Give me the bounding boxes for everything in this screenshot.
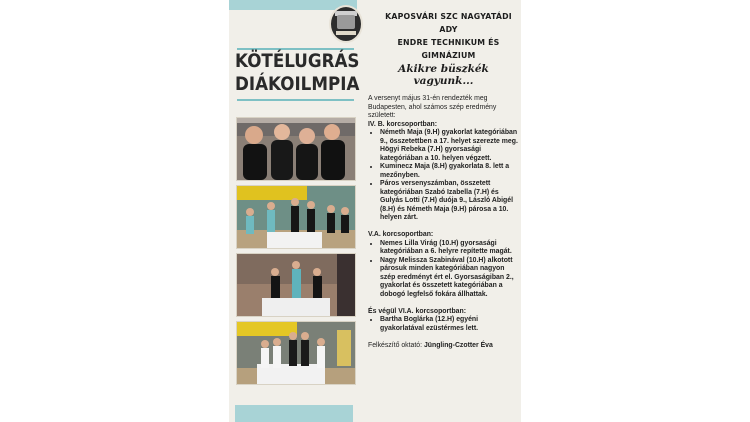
photo-podium-1: [236, 185, 356, 249]
results-list-v-a: [368, 240, 518, 300]
school-name: [376, 10, 521, 62]
subtitle: Akikre büszkék vagyunk...: [398, 63, 489, 87]
list-item: • Nemes Lilla Virág (10.H) gyorsasági kategóriában a 6. helyre repítette magát.: [380, 240, 518, 257]
school-name-line1: KAPOSVÁRI SZC NAGYATÁDI ADY: [385, 12, 512, 34]
section-heading-vi-a: És végül VI.A. korcsoportban:: [368, 307, 467, 315]
intro-paragraph: A versenyt május 31-én rendezték meg Budapesten, ahol számos szép eredmény született:: [368, 95, 497, 119]
title-line2: DIÁKOILMPIA: [235, 73, 360, 95]
school-name-line2: ENDRE TECHNIKUM ÉS GIMNÁZIUM: [397, 38, 500, 60]
list-item: • Bartha Boglárka (12.H) egyéni gyakorlatával ezüstérmes lett.: [380, 316, 518, 333]
results-list-iv-b: [368, 129, 518, 223]
results-list-vi-a: [368, 316, 518, 333]
list-item: • Kuminecz Maja (8.H) gyakorlata 8. lett a mezőnyben.: [380, 163, 518, 180]
school-logo-icon: [329, 5, 363, 43]
photo-podium-2: [236, 253, 356, 317]
list-item: • Nagy Melissza Szabinával (10.H) alkotott párosuk minden kategóriában nagyon szép eredményt ért el. Gyorsaságiban 2., gyakorlat és összetett kategóriában a dobogó legfelső fokára állhattak.: [380, 257, 518, 300]
list-item: • Németh Maja (9.H) gyakorlat kategóriában 9., összetettben a 17. helyet szerezte meg. Högyi Rebeka (7.H) gyorsasági kategóriában a 10. helyen végzett.: [380, 129, 518, 163]
list-item: • Páros versenyszámban, összetett kategóriában Szabó Izabella (7.H) és Gulyás Lotti (7.H) duója 9., László Abigél (8.H) és Németh Maja (9.H) párosa a 10. helyen zárt.: [380, 180, 518, 223]
photo-podium-3: [236, 321, 356, 385]
article-text: [368, 95, 518, 350]
teal-accent-bar-bottom: [235, 405, 353, 422]
teacher-name: Jüngling-Czotter Éva: [423, 341, 493, 349]
teacher-credit: [368, 342, 518, 351]
section-heading-iv-b: IV. B. korcsoportban:: [368, 120, 438, 128]
section-heading-v-a: V.A. korcsoportban:: [368, 231, 434, 238]
title-line1: KÖTÉLUGRÁS: [235, 50, 360, 72]
photo-team-group: [236, 117, 356, 181]
page-title: [235, 50, 360, 96]
title-divider-bottom: [237, 99, 354, 101]
teacher-label: Felkészítő oktató:: [368, 341, 423, 349]
poster: [229, 0, 521, 422]
